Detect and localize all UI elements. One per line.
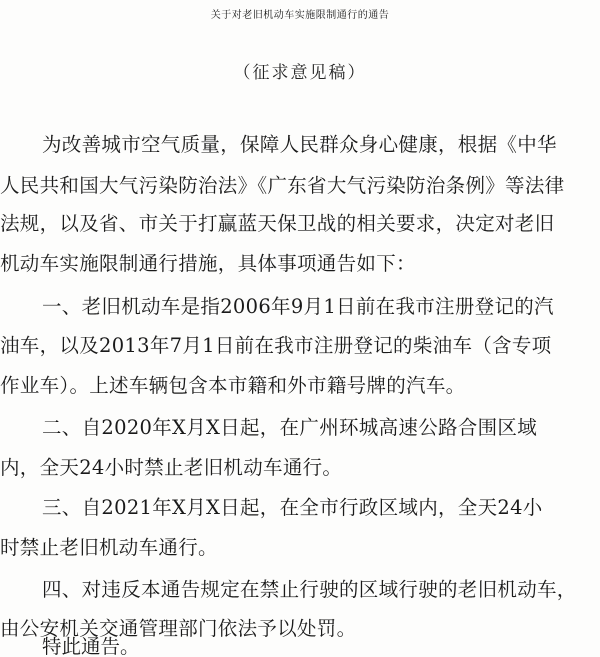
- paragraph-line: 油车，以及2013年7月1日前在我市注册登记的柴油车（含专项: [0, 334, 552, 357]
- paragraph-line: 二、自2020年X月X日起，在广州环城高速公路合围区域: [42, 416, 537, 439]
- paragraph-line: 三、自2021年X月X日起，在全市行政区域内，全天24小: [42, 496, 543, 519]
- paragraph-line: 为改善城市空气质量，保障人民群众身心健康，根据《中华: [42, 133, 557, 156]
- paragraph-line: 一、老旧机动车是指2006年9月1日前在我市注册登记的汽: [42, 295, 554, 318]
- document-subtitle: （征求意见稿）: [233, 63, 367, 83]
- paragraph-line: 机动车实施限制通行措施，具体事项通告如下：: [0, 252, 416, 275]
- paragraph-line: 内，全天24小时禁止老旧机动车通行。: [0, 456, 343, 479]
- paragraph-line: 法规，以及省、市关于打赢蓝天保卫战的相关要求，决定对老旧: [0, 212, 555, 235]
- closing-line: 特此通告。: [42, 635, 140, 657]
- paragraph-line: 作业车）。上述车辆包含本市籍和外市籍号牌的汽车。: [0, 374, 466, 397]
- paragraph-line: 时禁止老旧机动车通行。: [0, 536, 218, 559]
- paragraph-line: 由公安机关交通管理部门依法予以处罚。: [0, 617, 357, 640]
- document-title: 关于对老旧机动车实施限制通行的通告: [210, 10, 390, 21]
- paragraph-line: 四、对违反本通告规定在禁止行驶的区域行驶的老旧机动车，: [42, 578, 577, 601]
- paragraph-line: 人民共和国大气污染防治法》《广东省大气污染防治条例》等法律: [0, 174, 565, 197]
